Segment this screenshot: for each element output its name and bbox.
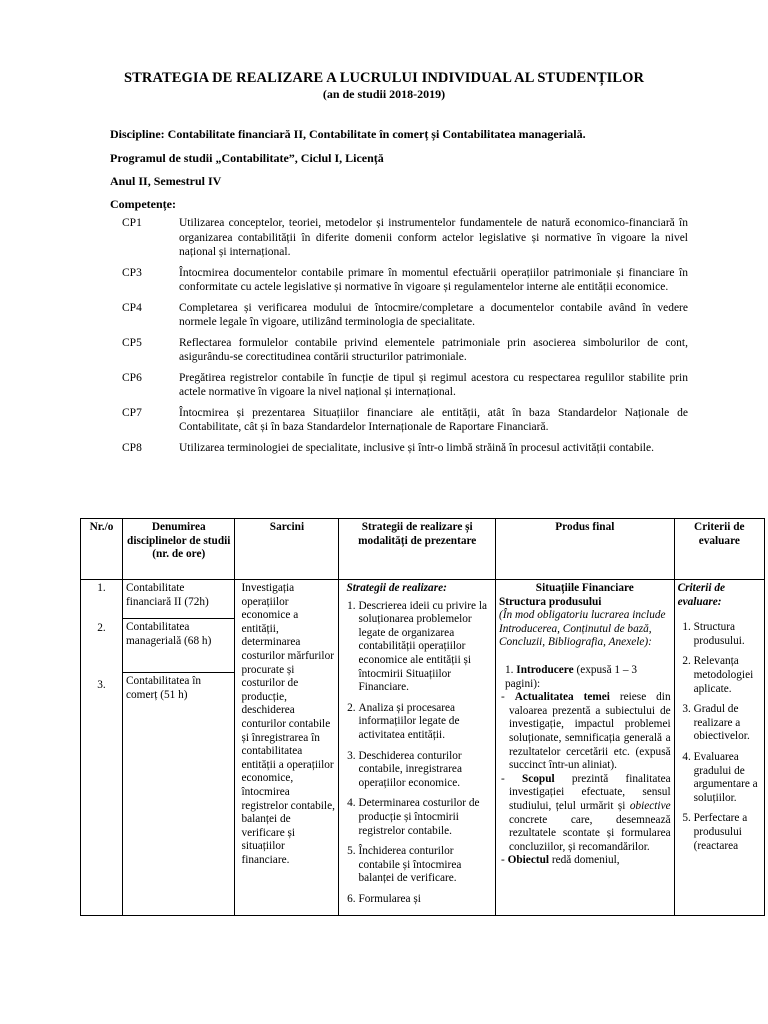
document-title: STRATEGIA DE REALIZARE A LUCRULUI INDIVIDUAL AL STUDENȚILOR	[123, 70, 645, 86]
competenta-item	[110, 441, 688, 456]
page-bottom-margin	[0, 952, 768, 1024]
competenta-text: Utilizarea terminologiei de specialitate, inclusive și într-o limbă străină în procesul activității contabile.	[179, 441, 654, 454]
competenta-code: CP5	[122, 336, 142, 349]
competenta-text: Pregătirea registrelor contabile în funcție de tipul și regimul acestora cu respectarea regulilor stabilite prin actele normative în vigoare la nivel național și internațional.	[179, 371, 688, 398]
competenta-code: CP1	[122, 217, 142, 229]
row-number: 3.	[97, 679, 106, 691]
competenta-text: Reflectarea formulelor contabile privind elementele patrimoniale prin asocierea simbolurilor de cont, asigurându-se corectitudinea contării structurilor patrimoniale.	[179, 336, 688, 363]
header-criterii: Criterii de evaluare	[674, 519, 764, 580]
scopul-rest: prezintă finalitatea investigației efectuate, sensul studiului, țelul urmărit și	[509, 772, 671, 812]
discipline-name: Contabilitatea în comerț (51 h)	[126, 675, 201, 701]
nr-column	[81, 580, 123, 916]
actualitatea-label: Actualitatea temei	[514, 691, 610, 704]
discipline-line: Discipline: Contabilitate financiară II, Contabilitate în comerț și Contabilitatea managerială.	[110, 127, 586, 141]
competenta-item	[110, 301, 688, 330]
discipline-name: Contabilitate financiară II (72h)	[126, 582, 209, 608]
produs-line1: Situațiile Financiare	[535, 582, 634, 594]
strategie-item: 2. Analiza și procesarea informațiilor legate de activitatea entității.	[358, 702, 492, 743]
strategii-list	[342, 600, 492, 907]
year-line: Anul II, Semestrul IV	[110, 174, 222, 188]
header-denumirea: Denumirea disciplinelor de studii (nr. de ore)	[123, 519, 235, 580]
competenta-text: Întocmirea și prezentarea Situațiilor financiare ale entității, atât în baza Standardelor Naționale de Contabilitate, cât și în baza Standardelor Internaționale de Raportare Financiară.	[179, 406, 688, 433]
document-subtitle: (an de studii 2018-2019)	[322, 87, 446, 101]
row-number: 2.	[97, 622, 106, 634]
competenta-item	[110, 336, 688, 365]
produs-intro: 1. Introducere (expusă 1 – 3 pagini):	[505, 663, 637, 690]
criteriu-item: 5. Perfectare a produsului (reactarea	[694, 812, 761, 853]
strategie-item: 6. Formularea și	[358, 893, 492, 907]
criteriu-item: 3. Gradul de realizare a obiectivelor.	[694, 703, 761, 744]
intro-rest: (expusă 1 – 3 pagini):	[505, 663, 637, 690]
competenta-item	[110, 216, 688, 260]
header-produs: Produs final	[496, 519, 675, 580]
produs-cell	[496, 580, 675, 916]
criteriu-item: 2. Relevanța metodologiei aplicate.	[694, 655, 761, 696]
obiectul-label: Obiectul	[507, 854, 550, 867]
header-sarcini: Sarcini	[235, 519, 339, 580]
sarcini-cell	[235, 580, 339, 916]
program-line: Programul de studii „Contabilitate”, Ciclul I, Licență	[110, 151, 384, 165]
strategy-table	[80, 518, 765, 916]
competenta-code: CP3	[122, 266, 142, 279]
produs-obiectul: - Obiectul redă domeniul,	[501, 854, 620, 867]
header-nr: Nr./o	[81, 519, 123, 580]
table-header-row	[81, 519, 765, 580]
competenta-code: CP4	[122, 301, 142, 314]
sarcini-text: Investigația operațiilor economice a entității, determinarea costurilor mărfurilor procurate și costurilor de producție, deschiderea conturilor contabile și înregistrarea în contabilitatea entității a operațiilor economice, întocmirea registrelor contabile, balanței de verificare și situațiilor financiare.	[241, 582, 335, 866]
criteriu-item: 4. Evaluarea gradului de argumentare a soluțiilor.	[694, 751, 761, 805]
produs-note: (În mod obligatoriu lucrarea include Introducerea, Conținutul de bază, Concluzii, Bibliografia, Anexele):	[499, 609, 666, 649]
discipline-name: Contabilitatea managerială (68 h)	[122, 618, 235, 673]
criteriu-item: 1. Structura produsului.	[694, 621, 761, 648]
scopul-end: concrete care, desemnează rezultatele scontate și formularea concluziilor, și recomandărilor.	[509, 813, 671, 853]
competenta-code: CP8	[122, 441, 142, 454]
strategie-item: 5. Închiderea conturilor contabile și întocmirea balanței de verificare.	[358, 845, 492, 886]
competenta-item	[110, 371, 688, 400]
row-number: 1.	[97, 582, 106, 594]
disciplines-column	[123, 580, 235, 916]
competenta-text: Întocmirea documentelor contabile primare în momentul efectuării operațiilor patrimoniale și financiare în conformitate cu actele legislative și normative în vigoare și regulamentelor interne ale entității economice.	[179, 266, 688, 293]
obiectul-rest: redă domeniul,	[549, 854, 620, 867]
actualitatea-rest: reiese din valoarea prezentă a subiectului de investigație, impactul problemei soluționate, semnificația generală a rezultatelor cercetării etc. (expusă succinct într-un aliniat).	[509, 691, 671, 772]
scopul-label: Scopul	[521, 772, 555, 785]
competenta-item	[110, 406, 688, 435]
produs-scopul: - Scopul prezintă finalitatea investigației efectuate, sensul studiului, țelul urmărit și obiective concrete care, desemnează rezultatele scontate și formularea concluziilor, și recomandărilor.	[501, 772, 671, 853]
competente-label: Competențe:	[110, 197, 176, 211]
strategie-item: 4. Determinarea costurilor de producție și întocmirii registrelor contabile.	[358, 797, 492, 838]
strategie-item: 1. Descrierea ideii cu privire la soluționarea problemelor legate de organizarea contabilității operațiilor economice ale entității și întocmirii Situațiilor Financiare.	[358, 600, 492, 695]
strategii-cell	[339, 580, 496, 916]
strategii-title: Strategii de realizare:	[346, 582, 447, 594]
competente-list	[110, 216, 688, 461]
intro-label: Introducere	[516, 663, 574, 676]
criterii-title: Criterii de evaluare:	[677, 582, 725, 608]
scopul-ital: obiective	[629, 799, 671, 812]
competenta-code: CP6	[122, 371, 142, 384]
competenta-item	[110, 266, 688, 295]
strategie-item: 3. Deschiderea conturilor contabile, inregistrarea operațiilor economice.	[358, 750, 492, 791]
header-strategii: Strategii de realizare și modalități de prezentare	[339, 519, 496, 580]
competenta-code: CP7	[122, 406, 142, 419]
criterii-cell	[674, 580, 764, 916]
competenta-text: Utilizarea conceptelor, teoriei, metodelor și instrumentelor fundamentele de natură economico-financiară în organizarea contabilității în diferite domenii conform actelor legislative și normative în vigoare la nivel național și internațional.	[179, 217, 688, 258]
table-row	[81, 580, 765, 916]
criterii-list	[678, 621, 761, 853]
produs-actualitatea: - Actualitatea temei reiese din valoarea prezentă a subiectului de investigație, impactul problemei soluționate, semnificația generală a rezultatelor cercetării etc. (expusă succinct într-un aliniat).	[501, 691, 671, 772]
competenta-text: Completarea și verificarea modului de întocmire/completare a documentelor contabile având în vedere normele legale în vigoare, utilizând terminologia de specialitate.	[179, 301, 688, 328]
produs-line2: Structura produsului	[499, 595, 602, 608]
